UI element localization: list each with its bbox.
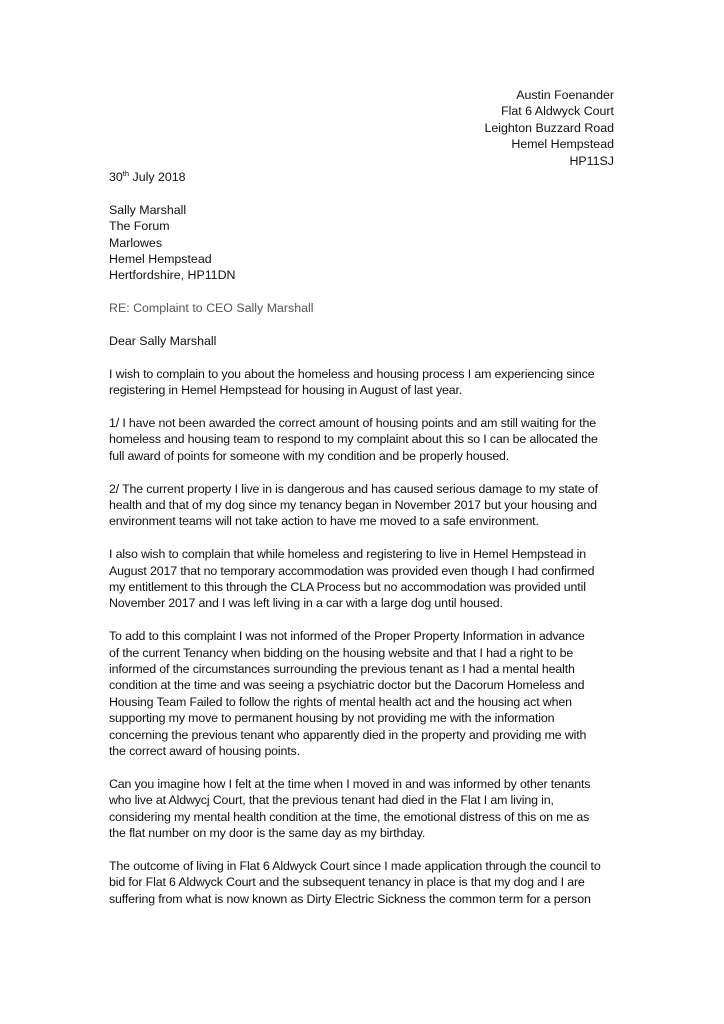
recipient-address-block — [109, 202, 619, 284]
text-line: I wish to complain to you about the homeless and housing process I am experiencing since — [109, 366, 595, 381]
recipient-address-line: The Forum — [109, 219, 170, 234]
text-line: registering in Hemel Hempstead for housing in August of last year. — [109, 383, 463, 398]
text-line: To add to this complaint I was not informed of the Proper Property Information in advance — [109, 629, 585, 644]
sender-address-line: Flat 6 Aldwyck Court — [501, 104, 614, 119]
salutation: Dear Sally Marshall — [109, 334, 217, 349]
text-line: November 2017 and I was left living in a car with a large dog until housed. — [109, 596, 503, 611]
text-line: full award of points for someone with my condition and be properly housed. — [109, 448, 510, 463]
text-line: who live at Aldwycj Court, that the previous tenant had died in the Flat I am living in, — [109, 793, 554, 808]
text-line: my entitlement to this through the CLA Process but no accommodation was provided until — [109, 580, 586, 595]
text-line: the flat number on my door is the same day as my birthday. — [109, 826, 426, 841]
text-line: 1/ I have not been awarded the correct amount of housing points and am still waiting for the — [109, 416, 596, 431]
subject-line: RE: Complaint to CEO Sally Marshall — [109, 301, 314, 316]
paragraph-emotional-distress — [109, 776, 619, 842]
recipient-address-line: Marlowes — [109, 235, 163, 250]
sender-postcode: HP11SJ — [569, 153, 614, 168]
text-line: 2/ The current property I live in is dangerous and has caused serious damage to my state of — [109, 481, 598, 496]
text-line: supporting my move to permanent housing by not providing me with the information — [109, 711, 555, 726]
paragraph-temporary-accommodation — [109, 546, 619, 612]
text-line: informed of the circumstances surrounding the previous tenant as I had a mental health — [109, 662, 575, 677]
paragraph-outcome — [109, 858, 619, 907]
text-line: condition at the time and was seeing a psychiatric doctor but the Dacorum Homeless and — [109, 678, 585, 693]
letter-body — [109, 169, 619, 924]
sender-address-block — [484, 87, 614, 169]
text-line: of the current Tenancy when bidding on the housing website and that I had a right to be — [109, 645, 574, 660]
paragraph-point-1 — [109, 415, 619, 464]
text-line: I also wish to complain that while homeless and registering to live in Hemel Hempstead in — [109, 547, 587, 562]
sender-address-line: Hemel Hempstead — [511, 137, 614, 152]
text-line: bid for Flat 6 Aldwyck Court and the subsequent tenancy in place is that my dog and I are — [109, 875, 585, 890]
paragraph-intro — [109, 366, 619, 399]
letter-date — [109, 169, 619, 185]
text-line: considering my mental health condition at the time, the emotional distress of this on me as — [109, 809, 590, 824]
text-line: Housing Team Failed to follow the rights of mental health act and the housing act when — [109, 694, 572, 709]
text-line: environment teams will not take action to have me moved to a safe environment. — [109, 514, 539, 529]
sender-name: Austin Foenander — [516, 88, 614, 102]
text-line: homeless and housing team to respond to my complaint about this so I can be allocated the — [109, 432, 598, 447]
text-line: suffering from what is now known as Dirty Electric Sickness the common term for a person — [109, 891, 591, 906]
text-line: August 2017 that no temporary accommodation was provided even though I had confirmed — [109, 563, 595, 578]
date-ordinal-suffix: th — [122, 169, 130, 178]
text-line: the correct award of housing points. — [109, 744, 300, 759]
text-line: concerning the previous tenant who apparently died in the property and providing me with — [109, 727, 587, 742]
recipient-address-line: Hemel Hempstead — [109, 252, 212, 267]
text-line: The outcome of living in Flat 6 Aldwyck Court since I made application through the council to — [109, 858, 601, 873]
date-day: 30 — [109, 170, 123, 184]
recipient-county-postcode: Hertfordshire, HP11DN — [109, 268, 236, 283]
paragraph-point-2 — [109, 481, 619, 530]
paragraph-property-information — [109, 628, 619, 759]
text-line: health and that of my dog since my tenancy began in November 2017 but your housing and — [109, 498, 597, 513]
date-month-year: July 2018 — [129, 170, 186, 184]
text-line: Can you imagine how I felt at the time when I moved in and was informed by other tenants — [109, 776, 591, 791]
recipient-name: Sally Marshall — [109, 202, 187, 217]
sender-address-line: Leighton Buzzard Road — [484, 120, 614, 135]
